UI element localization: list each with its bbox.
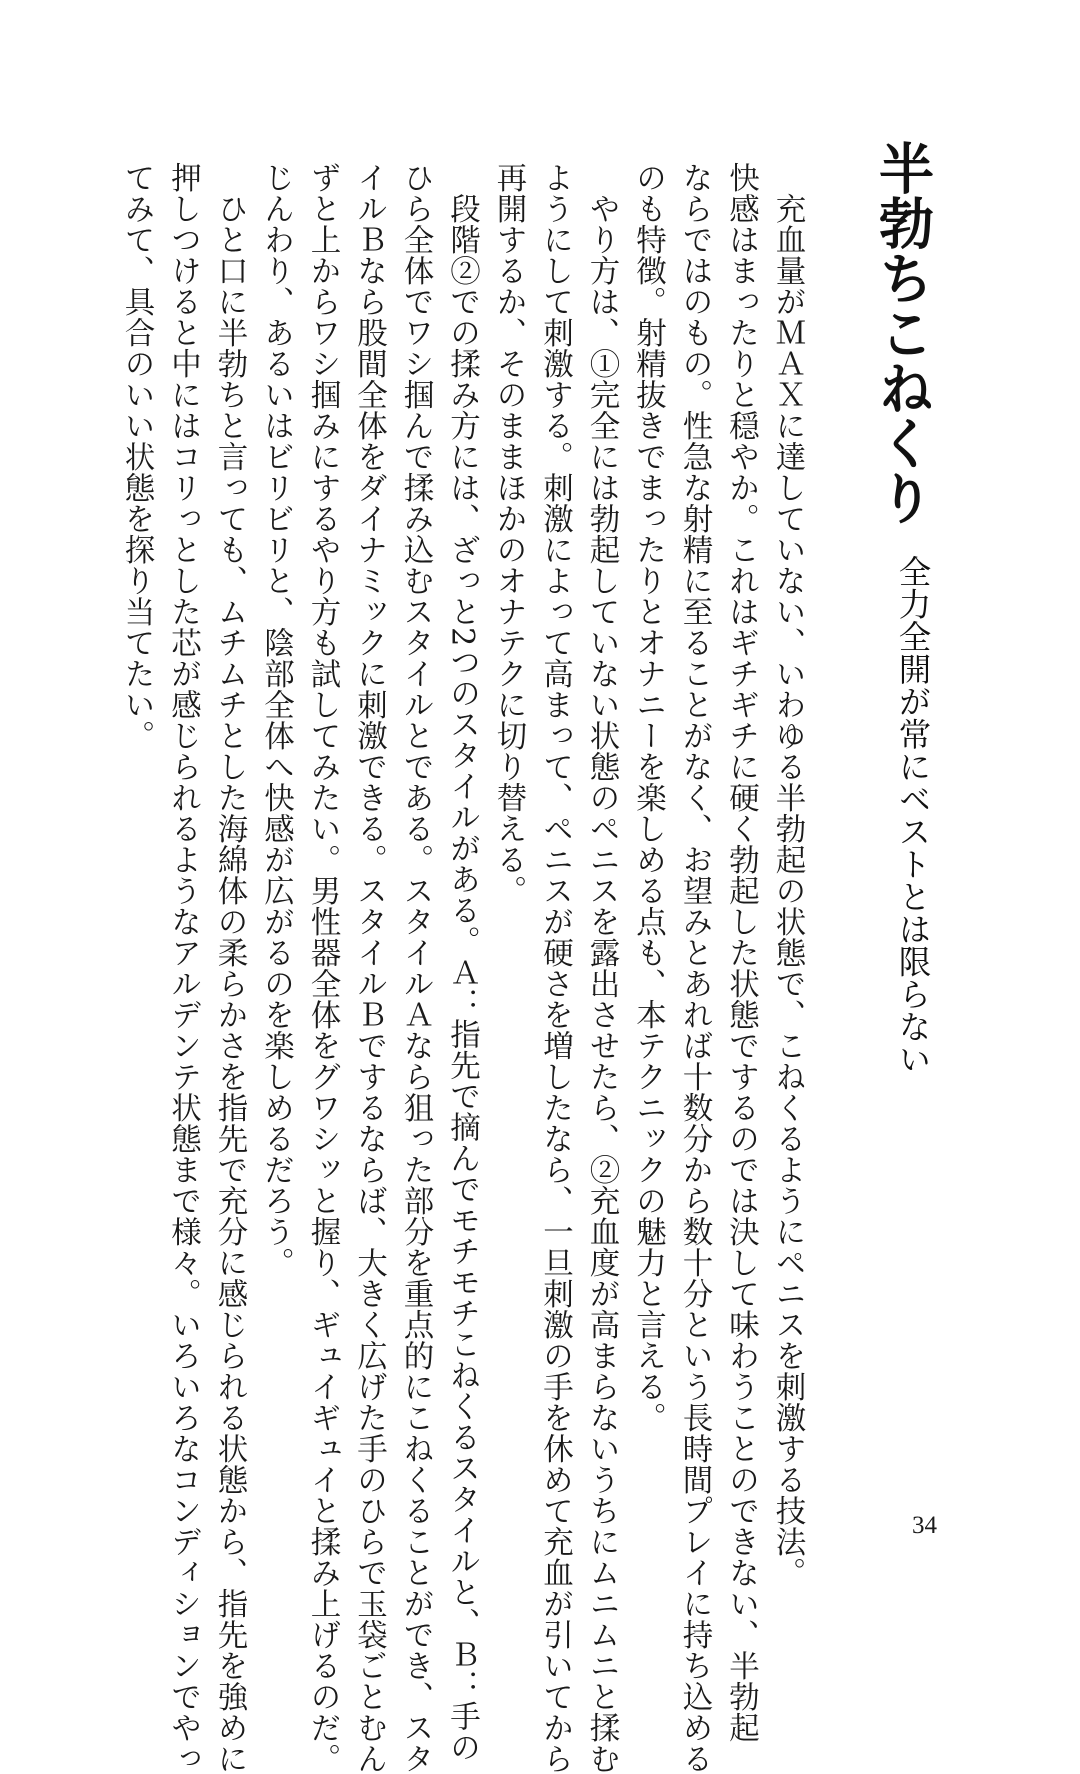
page-number: 34 <box>912 1512 937 1539</box>
text-line: 充血量がＭＡＸに達していない、いわゆる半勃起の状態で、こねくるようにペニスを刺激する技法。 <box>770 193 805 1588</box>
text-line: 再開するか、そのままほかのオナテクに切り替える。 <box>491 162 526 906</box>
text-line: ずと上からワシ掴みにするやり方も試してみたい。男性器全体をグワシッと握り、ギュイギュイと揉み上げるのだ。 <box>305 162 340 1774</box>
text-line: 押しつけると中にはコリっとした芯が感じられるようなアルデンテ状態まで様々。いろいろなコンディションでやっ <box>165 162 201 1774</box>
text-line: ひと口に半勃ちと言っても、ムチムチとした海綿体の柔らかさを指先で充分に感じられる状態から、指先を強めに <box>212 193 247 1774</box>
text-line: ようにして刺激する。刺激によって高まって、ペニスが硬さを増したなら、一旦刺激の手を休めて充血が引いてから <box>537 162 573 1774</box>
text-line: てみて、具合のいい状態を探り当てたい。 <box>119 162 154 751</box>
body-text <box>113 162 811 1774</box>
text-line: やり方は、①完全には勃起していない状態のペニスを露出させたら、②充血度が高まらないうちにムニムニと揉む <box>584 193 619 1774</box>
section-subtitle: 全力全開が常にベストとは限らない <box>894 555 932 1075</box>
text-line: ひら全体でワシ掴んで揉み込むスタイルとである。スタイルＡなら狙った部分を重点的にこねくることができ、スタ <box>398 162 433 1774</box>
text-line: じんわり、あるいはビリビリと、陰部全体へ快感が広がるのを楽しめるだろう。 <box>258 162 294 1278</box>
text-line: のも特徴。射精抜きでまったりとオナニーを楽しめる点も、本テクニックの魅力と言える。 <box>630 162 666 1433</box>
text-line: 快感はまったりと穏やか。これはギチギチに硬く勃起した状態でするのでは決して味わうことのできない、半勃起 <box>723 162 759 1743</box>
text-line: ならではのもの。性急な射精に至ることがなく、お望みとあれば十数分から数十分という長時間プレイに持ち込める <box>677 162 712 1774</box>
text-line: イルＢなら股間全体をダイナミックに刺激できる。スタイルＢでするならば、大きく広げた手のひらで玉袋ごとむん <box>351 162 387 1774</box>
section-title: 半勃ちこねくり <box>870 140 934 525</box>
text-line: 段階②での揉み方には、ざっと2つのスタイルがある。Ａ：指先で摘んでモチモチこねくるスタイルと、Ｂ：手の <box>444 193 480 1763</box>
